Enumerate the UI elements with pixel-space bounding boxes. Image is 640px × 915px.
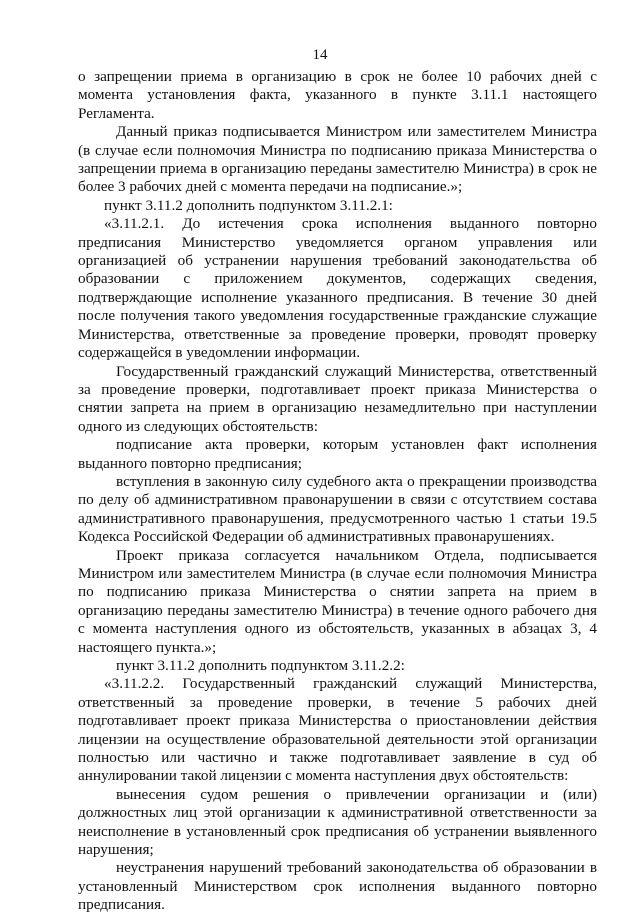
paragraph-draft-order: Проект приказа согласуется начальником Отдела, подписывается Министром или заместителем Министра (в случае если полномочия Министра по подписанию приказа Министерства о снятии запрета на прием в организацию переданы заместителю Министра) в течение одного рабочего дня с момента наступления одного из обстоятельств, указанных в абзацах 3, 4 настоящего пункта.»; [78,546,597,656]
paragraph-continuation: о запрещении приема в организацию в срок не более 10 рабочих дней с момента установления факта, указанного в пункте 3.11.1 настоящего Регламента. [78,68,597,122]
paragraph-order-signing: Данный приказ подписывается Министром или заместителем Министра (в случае если полномочия Министра по подписанию приказа Министерства о запрещении приема в организацию переданы заместителю Министра) в срок не более 3 рабочих дней с момента передачи на подписание.»; [78,123,597,196]
paragraph-amend-3-11-2-2: пункт 3.11.2 дополнить подпунктом 3.11.2.2: [116,657,405,674]
paragraph-court-act: вступления в законную силу судебного акта о прекращении производства по делу об административном правонарушении в связи с отсутствием состава административного правонарушения, предусмотренного частью 1 статьи 19.5 Кодекса Российской Федерации об административных правонарушениях. [78,472,597,546]
paragraph-civil-servant-order: Государственный гражданский служащий Министерства, ответственный за проведение проверки, подготавливает проект приказа Министерства о снятии запрета на прием в организацию незамедлительно при наступлении одного из следующих обстоятельств: [78,362,597,435]
document-body [78,68,597,915]
paragraph-3-11-2-2: «3.11.2.2. Государственный гражданский служащий Министерства, ответственный за проведение проверки, в течение 5 рабочих дней подготавливает проект приказа Министерства о приостановлении действия лицензии на осуществление образовательной деятельности этой организации полностью или частично и также подготавливает заявление в суд об аннулировании такой лицензии с момента наступления двух обстоятельств: [78,675,597,785]
paragraph-inspection-act: подписание акта проверки, которым установлен факт исполнения выданного повторно предписания; [78,436,597,472]
page-number: 14 [312,47,328,63]
paragraph-court-decision: вынесения судом решения о привлечении организации и (или) должностных лиц этой организации к административной ответственности за неисполнение в установленный срок предписания об устранении выявленного нарушения; [78,785,597,859]
paragraph-amend-3-11-2-1: пункт 3.11.2 дополнить подпунктом 3.11.2.1: [104,196,393,214]
paragraph-3-11-2-1: «3.11.2.1. До истечения срока исполнения выданного повторно предписания Министерство уведомляется органом управления или организацией об устранении нарушения требований законодательства об образовании с приложением документов, содержащих сведения, подтверждающие исполнение указанного предписания. В течение 30 дней после получения такого уведомления государственные гражданские служащие Министерства, ответственные за проведение проверки, проводят проверку содержащейся в уведомлении информации. [78,215,597,362]
paragraph-non-elimination: неустранения нарушений требований законодательства об образовании в установленный Министерством срок исполнения выданного повторно предписания. [78,859,597,914]
